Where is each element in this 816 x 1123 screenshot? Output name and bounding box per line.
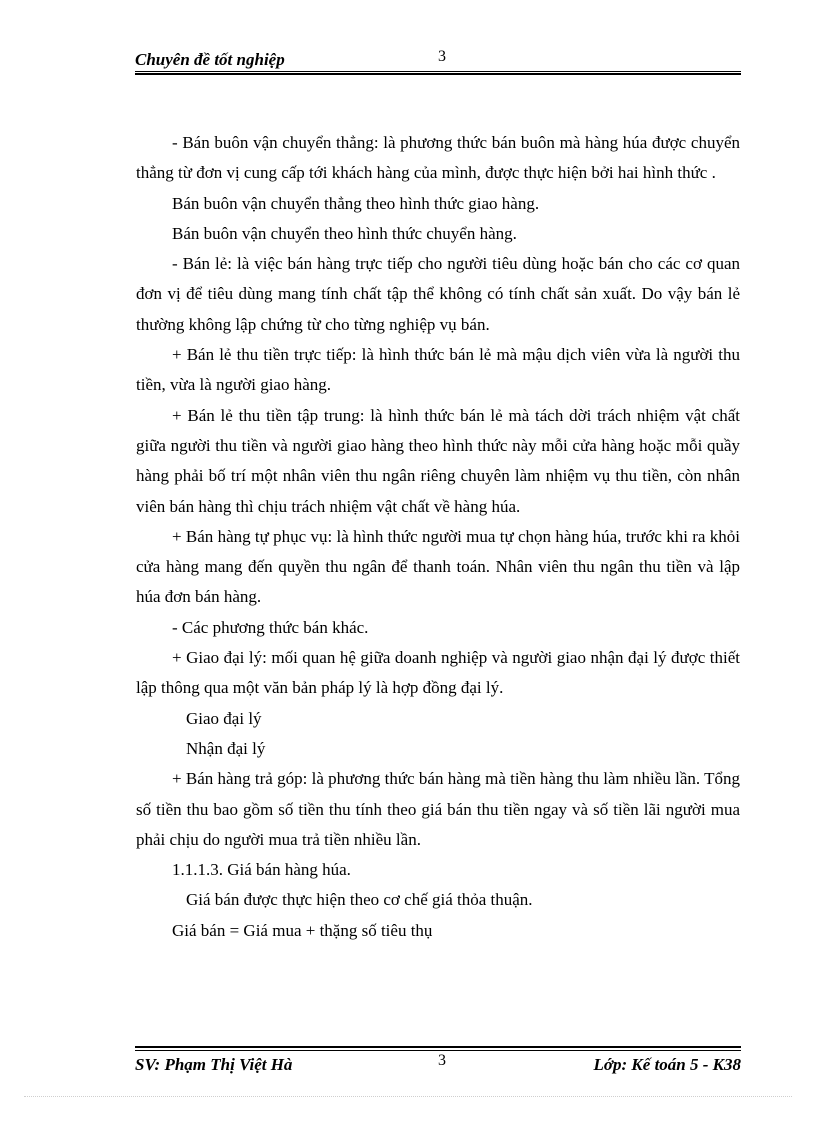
page-bottom-edge	[24, 1096, 792, 1097]
paragraph: Nhận đại lý	[186, 738, 266, 758]
paragraph: Bán buôn vận chuyển thẳng theo hình thức giao hàng.	[172, 193, 540, 213]
formula-line: Giá bán = Giá mua + thặng số tiêu thụ	[172, 920, 433, 940]
paragraph: + Bán hàng tự phục vụ: là hình thức người mua tự chọn hàng húa, trước khi ra khỏi cửa hàng mang đến quyền thu ngân để thanh toán. Nhân viên thu ngân thu tiền và lập húa đơn bán hàng.	[136, 526, 740, 607]
header-rule-thick	[135, 73, 741, 75]
footer-student-name: SV: Phạm Thị Việt Hà	[135, 1055, 293, 1074]
paragraph: Giao đại lý	[186, 708, 262, 728]
page-header	[135, 46, 741, 72]
footer-rule-thin	[135, 1050, 741, 1051]
header-page-number: 3	[438, 48, 446, 65]
body-text	[136, 128, 740, 946]
paragraph: + Giao đại lý: mối quan hệ giữa doanh nghiệp và người giao nhận đại lý được thiết lập thông qua một văn bản pháp lý là hợp đồng đại lý.	[136, 648, 740, 698]
paragraph: - Các phương thức bán khác.	[172, 617, 369, 637]
paragraph: - Bán buôn vận chuyển thẳng: là phương thức bán buôn mà hàng húa được chuyển thẳng từ đơn vị cung cấp tới khách hàng của mình, được thực hiện bởi hai hình thức .	[136, 133, 740, 183]
paragraph: Giá bán được thực hiện theo cơ chế giá thỏa thuận.	[186, 890, 533, 910]
section-heading: 1.1.1.3. Giá bán hàng húa.	[172, 860, 351, 880]
footer-rule-thick	[135, 1046, 741, 1048]
header-rule-thin	[135, 71, 741, 72]
paragraph: - Bán lẻ: là việc bán hàng trực tiếp cho người tiêu dùng hoặc bán cho các cơ quan đơn vị để tiêu dùng mang tính chất tập thể không có tính chất sản xuất. Do vậy bán lẻ thường không lập chứng từ cho từng nghiệp vụ bán.	[136, 254, 740, 334]
page-footer	[135, 1046, 741, 1076]
footer-page-number: 3	[438, 1052, 446, 1069]
footer-class-info: Lớp: Kế toán 5 - K38	[593, 1055, 741, 1074]
document-title: Chuyên đề tốt nghiệp	[135, 50, 285, 69]
paragraph: Bán buôn vận chuyển theo hình thức chuyển hàng.	[172, 223, 517, 243]
paragraph: + Bán lẻ thu tiền trực tiếp: là hình thức bán lẻ mà mậu dịch viên vừa là người thu tiền, vừa là người giao hàng.	[136, 345, 740, 395]
paragraph: + Bán lẻ thu tiền tập trung: là hình thức bán lẻ mà tách dời trách nhiệm vật chất giữa người thu tiền và người giao hàng theo hình thức này mỗi cửa hàng hoặc mỗi quầy hàng phải bố trí một nhân viên thu ngân riêng chuyên làm nhiệm vụ thu tiền, còn nhân viên bán hàng thì chịu trách nhiệm vật chất về hàng húa.	[136, 405, 740, 516]
paragraph: + Bán hàng trả góp: là phương thức bán hàng mà tiền hàng thu làm nhiều lần. Tổng số tiền thu bao gồm số tiền thu tính theo giá bán thu tiền ngay và số tiền lãi người mua phải chịu do người mua trả tiền nhiều lần.	[136, 769, 740, 849]
